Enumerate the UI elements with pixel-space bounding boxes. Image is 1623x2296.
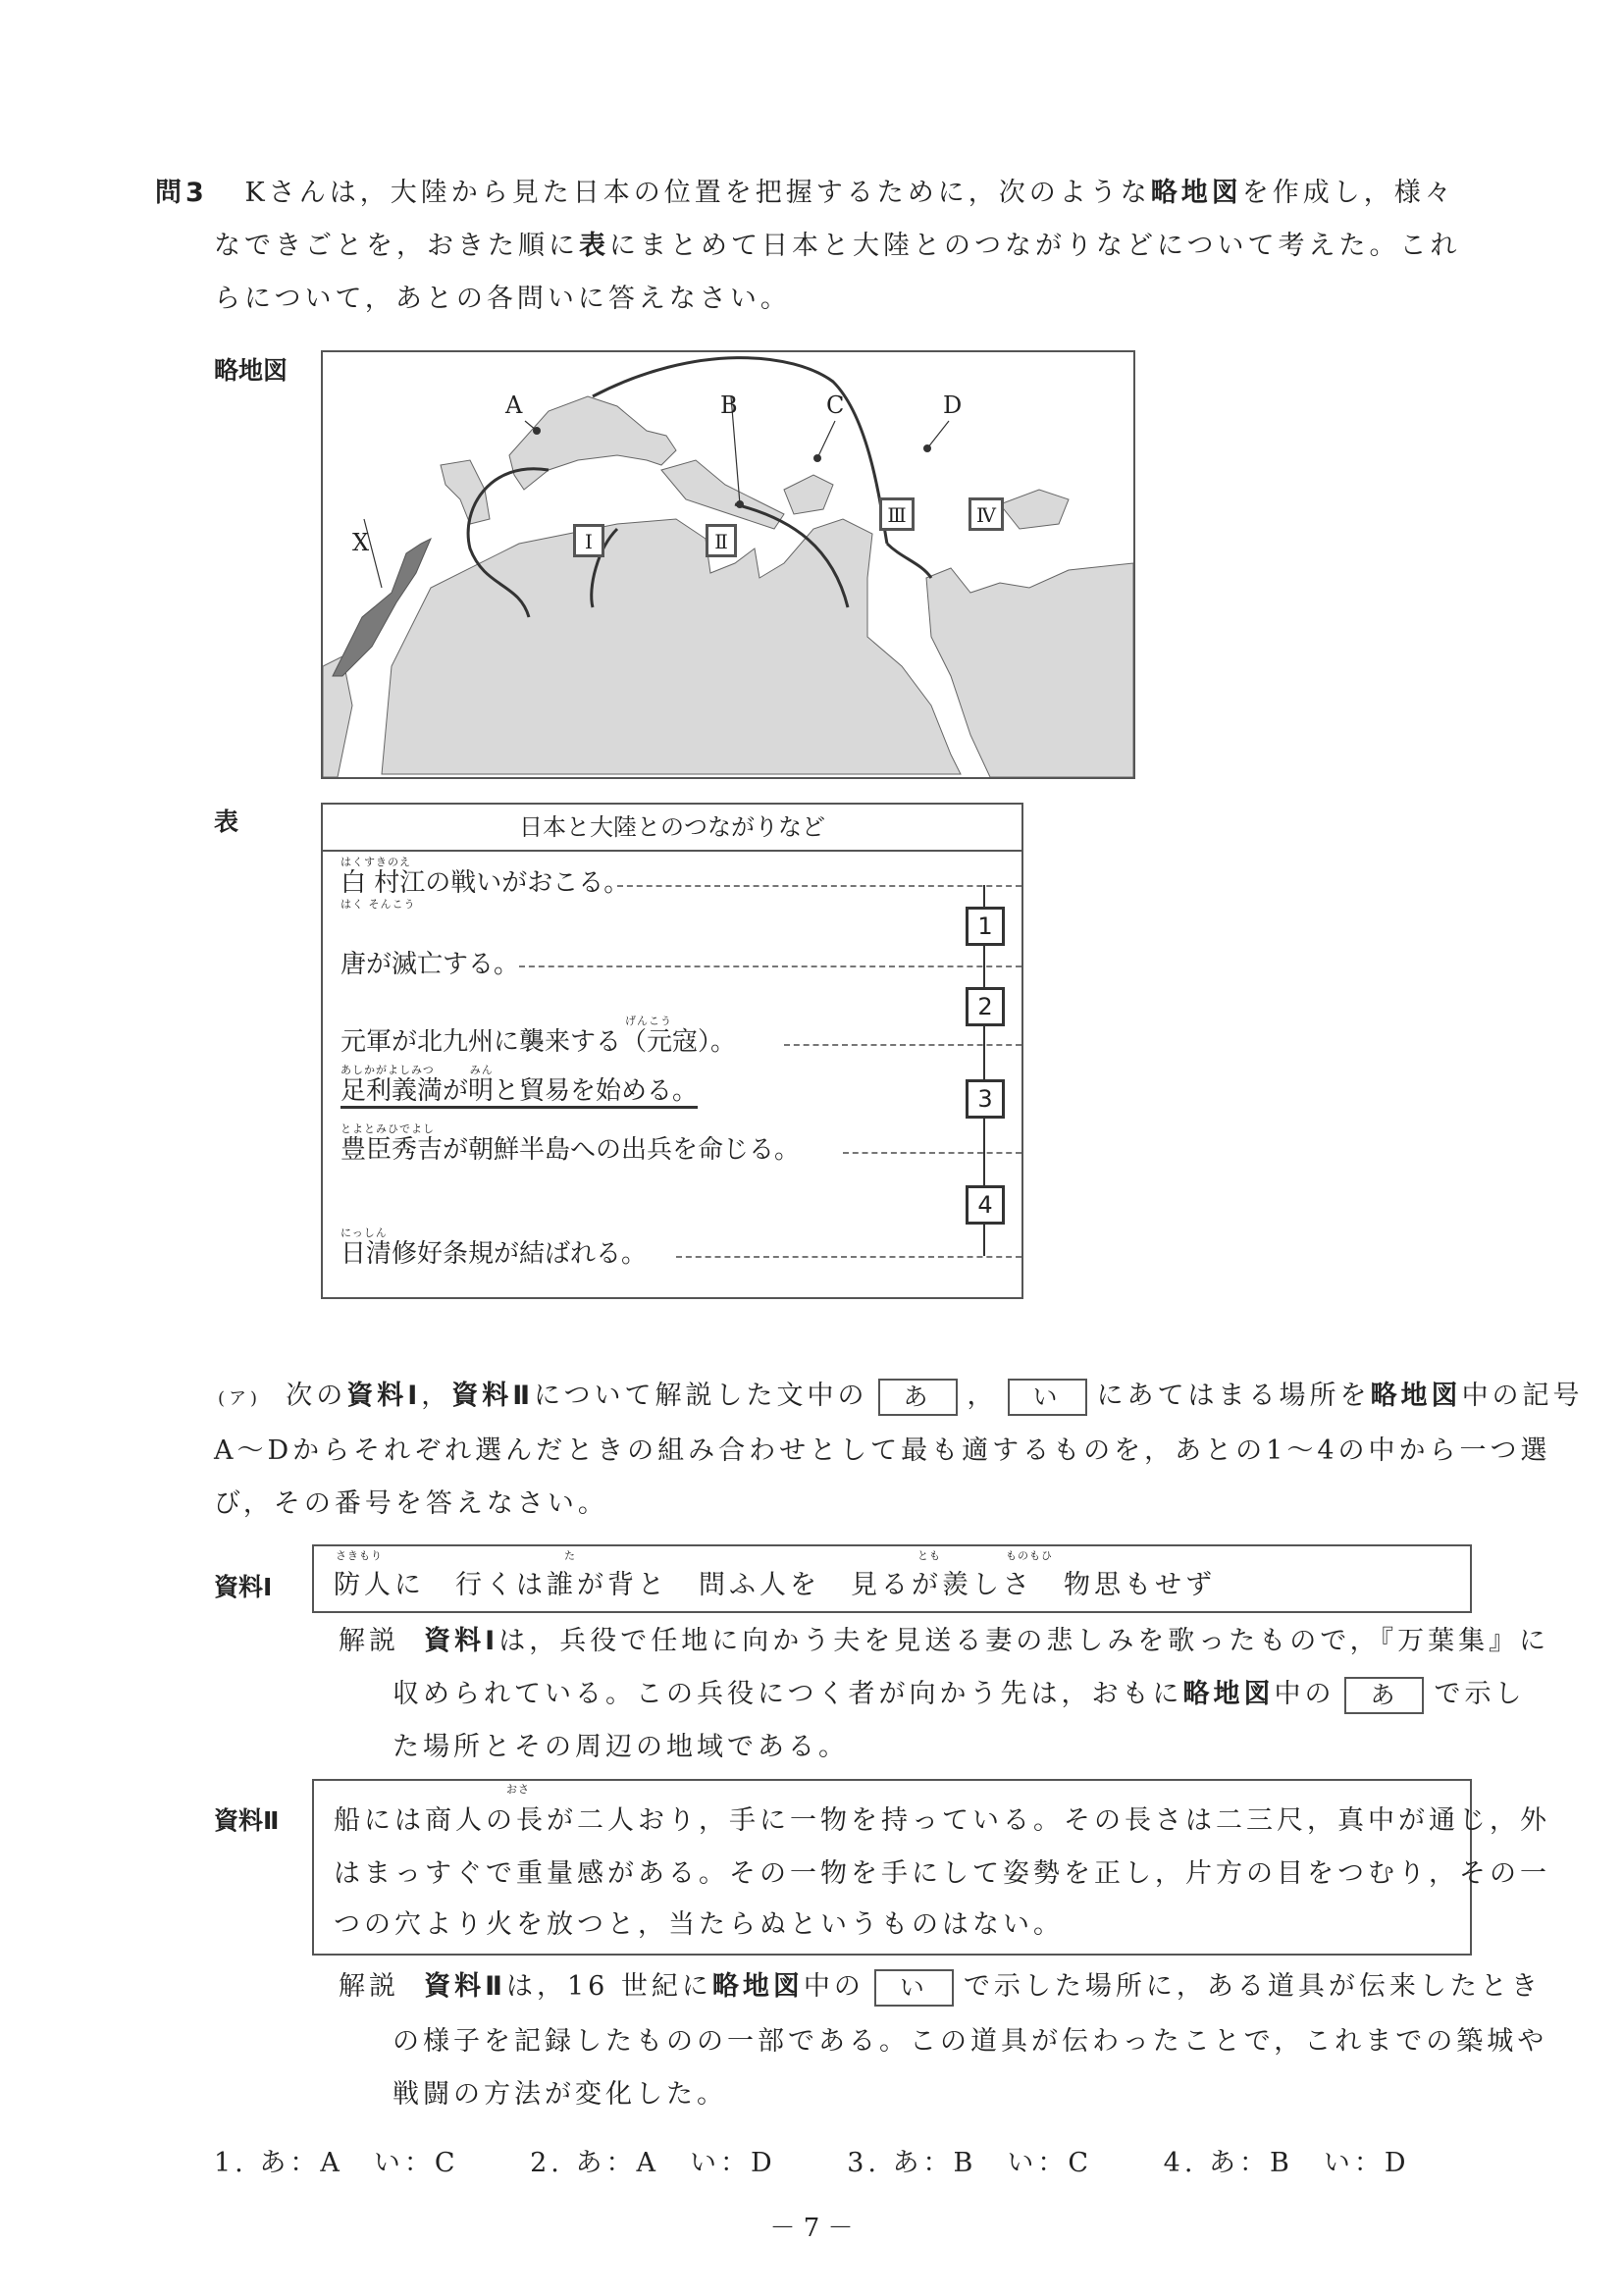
- blank-i: い: [1008, 1379, 1087, 1416]
- leader-dash: [784, 1044, 1021, 1046]
- table-row: にっしん 日清修好条規が結ばれる。: [340, 1226, 648, 1269]
- sketch-map: [321, 350, 1135, 779]
- source1-box: さきもり た とも ものもひ 防人に 行くは誰が背と 問ふ人を 見るが羨しさ 物思もせず: [312, 1544, 1472, 1613]
- subq-marker: (ア): [218, 1388, 262, 1409]
- source2-line3: つの穴より火を放つと，当たらぬというものはない。: [334, 1909, 1064, 1940]
- map-point-label-b: B: [720, 391, 738, 419]
- leader-dash: [676, 1256, 1021, 1258]
- answer-options: [214, 2135, 1468, 2191]
- subq-line2: A～Dからそれぞれ選んだときの組み合わせとして最も適するものを，あとの1～4の中から一つ選: [214, 1435, 1551, 1466]
- period-1: 1: [966, 907, 1005, 946]
- blank-a: あ: [878, 1379, 958, 1416]
- source2-box: おさ 船には商人の長が二人おり，手に一物を持っている。その長さは二三尺，真中が通じ，外 はまっすぐで重量感がある。その一物を手にして姿勢を正し，片方の目をつむり，その一 つの穴より火を放つと，当たらぬというものはない。: [312, 1779, 1472, 1956]
- source1-label: 資料Ⅰ: [214, 1573, 273, 1601]
- island-far-east: [1000, 490, 1069, 529]
- table-row: げんこう 元軍が北九州に襲来する（元寇）。: [340, 1015, 737, 1057]
- period-3: 3: [966, 1079, 1005, 1119]
- c-leader-line: [817, 421, 835, 458]
- timeline-table: [321, 803, 1023, 1299]
- option-4[interactable]: 4. あ：B い：D: [1163, 2148, 1410, 2178]
- option-1[interactable]: 1. あ：A い：C: [214, 2148, 459, 2178]
- table-row-underlined: あしかがよしみつ みん 足利義満が明と貿易を始める。: [340, 1064, 698, 1109]
- page-number: － 7 －: [769, 2214, 854, 2243]
- source1-explain-line3: た場所とその周辺の地域である。: [393, 1732, 849, 1762]
- table-row: 唐が滅亡する。: [340, 950, 520, 979]
- island-chain: [661, 460, 784, 529]
- table-label: 表: [214, 808, 239, 836]
- source1-explain-line2: 収められている。この兵役につく者が向かう先は，おもに略地図中の あ で示し: [393, 1666, 1525, 1722]
- continent-land: [382, 519, 961, 774]
- source2-explain-line2: の様子を記録したものの一部である。この道具が伝わったことで，これまでの築城や: [393, 2026, 1548, 2057]
- leader-dash: [519, 965, 1021, 967]
- question-number: 問3: [155, 178, 208, 208]
- map-region-4: Ⅳ: [969, 497, 1004, 531]
- source2-explain-line3: 戦闘の方法が変化した。: [393, 2079, 727, 2110]
- period-2: 2: [966, 987, 1005, 1026]
- question-intro-line1: 問3 Kさんは，大陸から見た日本の位置を把握するために，次のような略地図を作成し，様々: [155, 178, 1455, 208]
- source1-poem: 防人に 行くは誰が背と 問ふ人を 見るが羨しさ 物思もせず: [334, 1570, 1216, 1600]
- map-region-2: Ⅱ: [706, 524, 737, 557]
- table-row: とよとみひでよし 豊臣秀吉が朝鮮半島への出兵を命じる。: [340, 1122, 801, 1165]
- leader-dash: [617, 885, 1021, 887]
- subq-line1: (ア) 次の資料Ⅰ，資料Ⅱについて解説した文中の あ ， い にあてはまる場所を略地図中の記号: [218, 1368, 1584, 1427]
- route-region-4: [887, 544, 931, 578]
- option-3[interactable]: 3. あ：B い：C: [847, 2148, 1093, 2178]
- source2-line2: はまっすぐで重量感がある。その一物を手にして姿勢を正し，片方の目をつむり，その一: [334, 1858, 1550, 1889]
- question-intro-line3: らについて，あとの各問いに答えなさい。: [214, 284, 791, 314]
- source2-label: 資料Ⅱ: [214, 1806, 280, 1835]
- map-point-label-d: D: [943, 391, 963, 419]
- map-point-label-c: C: [826, 391, 845, 419]
- question-intro-line2: なできごとを，おきた順に表にまとめて日本と大陸とのつながりなどについて考えた。これ: [214, 231, 1461, 261]
- main-island: [509, 396, 676, 490]
- period-4: 4: [966, 1185, 1005, 1225]
- map-region-1: Ⅰ: [573, 524, 604, 557]
- leader-dash: [843, 1152, 1021, 1154]
- map-region-3: Ⅲ: [879, 497, 915, 531]
- subq-line3: び，その番号を答えなさい。: [214, 1488, 608, 1519]
- blank-a-explain: あ: [1344, 1677, 1424, 1714]
- source2-explain-line1: 解説 資料Ⅱは，16 世紀に略地図中の い で示した場所に，ある道具が伝来したとき: [339, 1958, 1542, 2014]
- blank-i-explain: い: [874, 1969, 954, 2007]
- continent-land-east: [926, 563, 1133, 777]
- option-2[interactable]: 2. あ：A い：D: [530, 2148, 776, 2178]
- table-header: 日本と大陸とのつながりなど: [323, 805, 1021, 852]
- source1-explain-line1: 解説 資料Ⅰは，兵役で任地に向かう夫を見送る妻の悲しみを歌ったもので，『万葉集』に: [339, 1626, 1550, 1656]
- table-row: はくすきのえ 白 村江の戦いがおこる。 はく そんこう: [340, 856, 630, 911]
- map-x-label: X: [352, 529, 370, 556]
- island-east: [784, 475, 833, 514]
- source2-line1: 船には商人の長が二人おり，手に一物を持っている。その長さは二三尺，真中が通じ，外: [334, 1805, 1550, 1836]
- d-leader-line: [927, 421, 949, 448]
- map-label: 略地図: [214, 356, 288, 385]
- map-point-label-a: A: [505, 391, 523, 419]
